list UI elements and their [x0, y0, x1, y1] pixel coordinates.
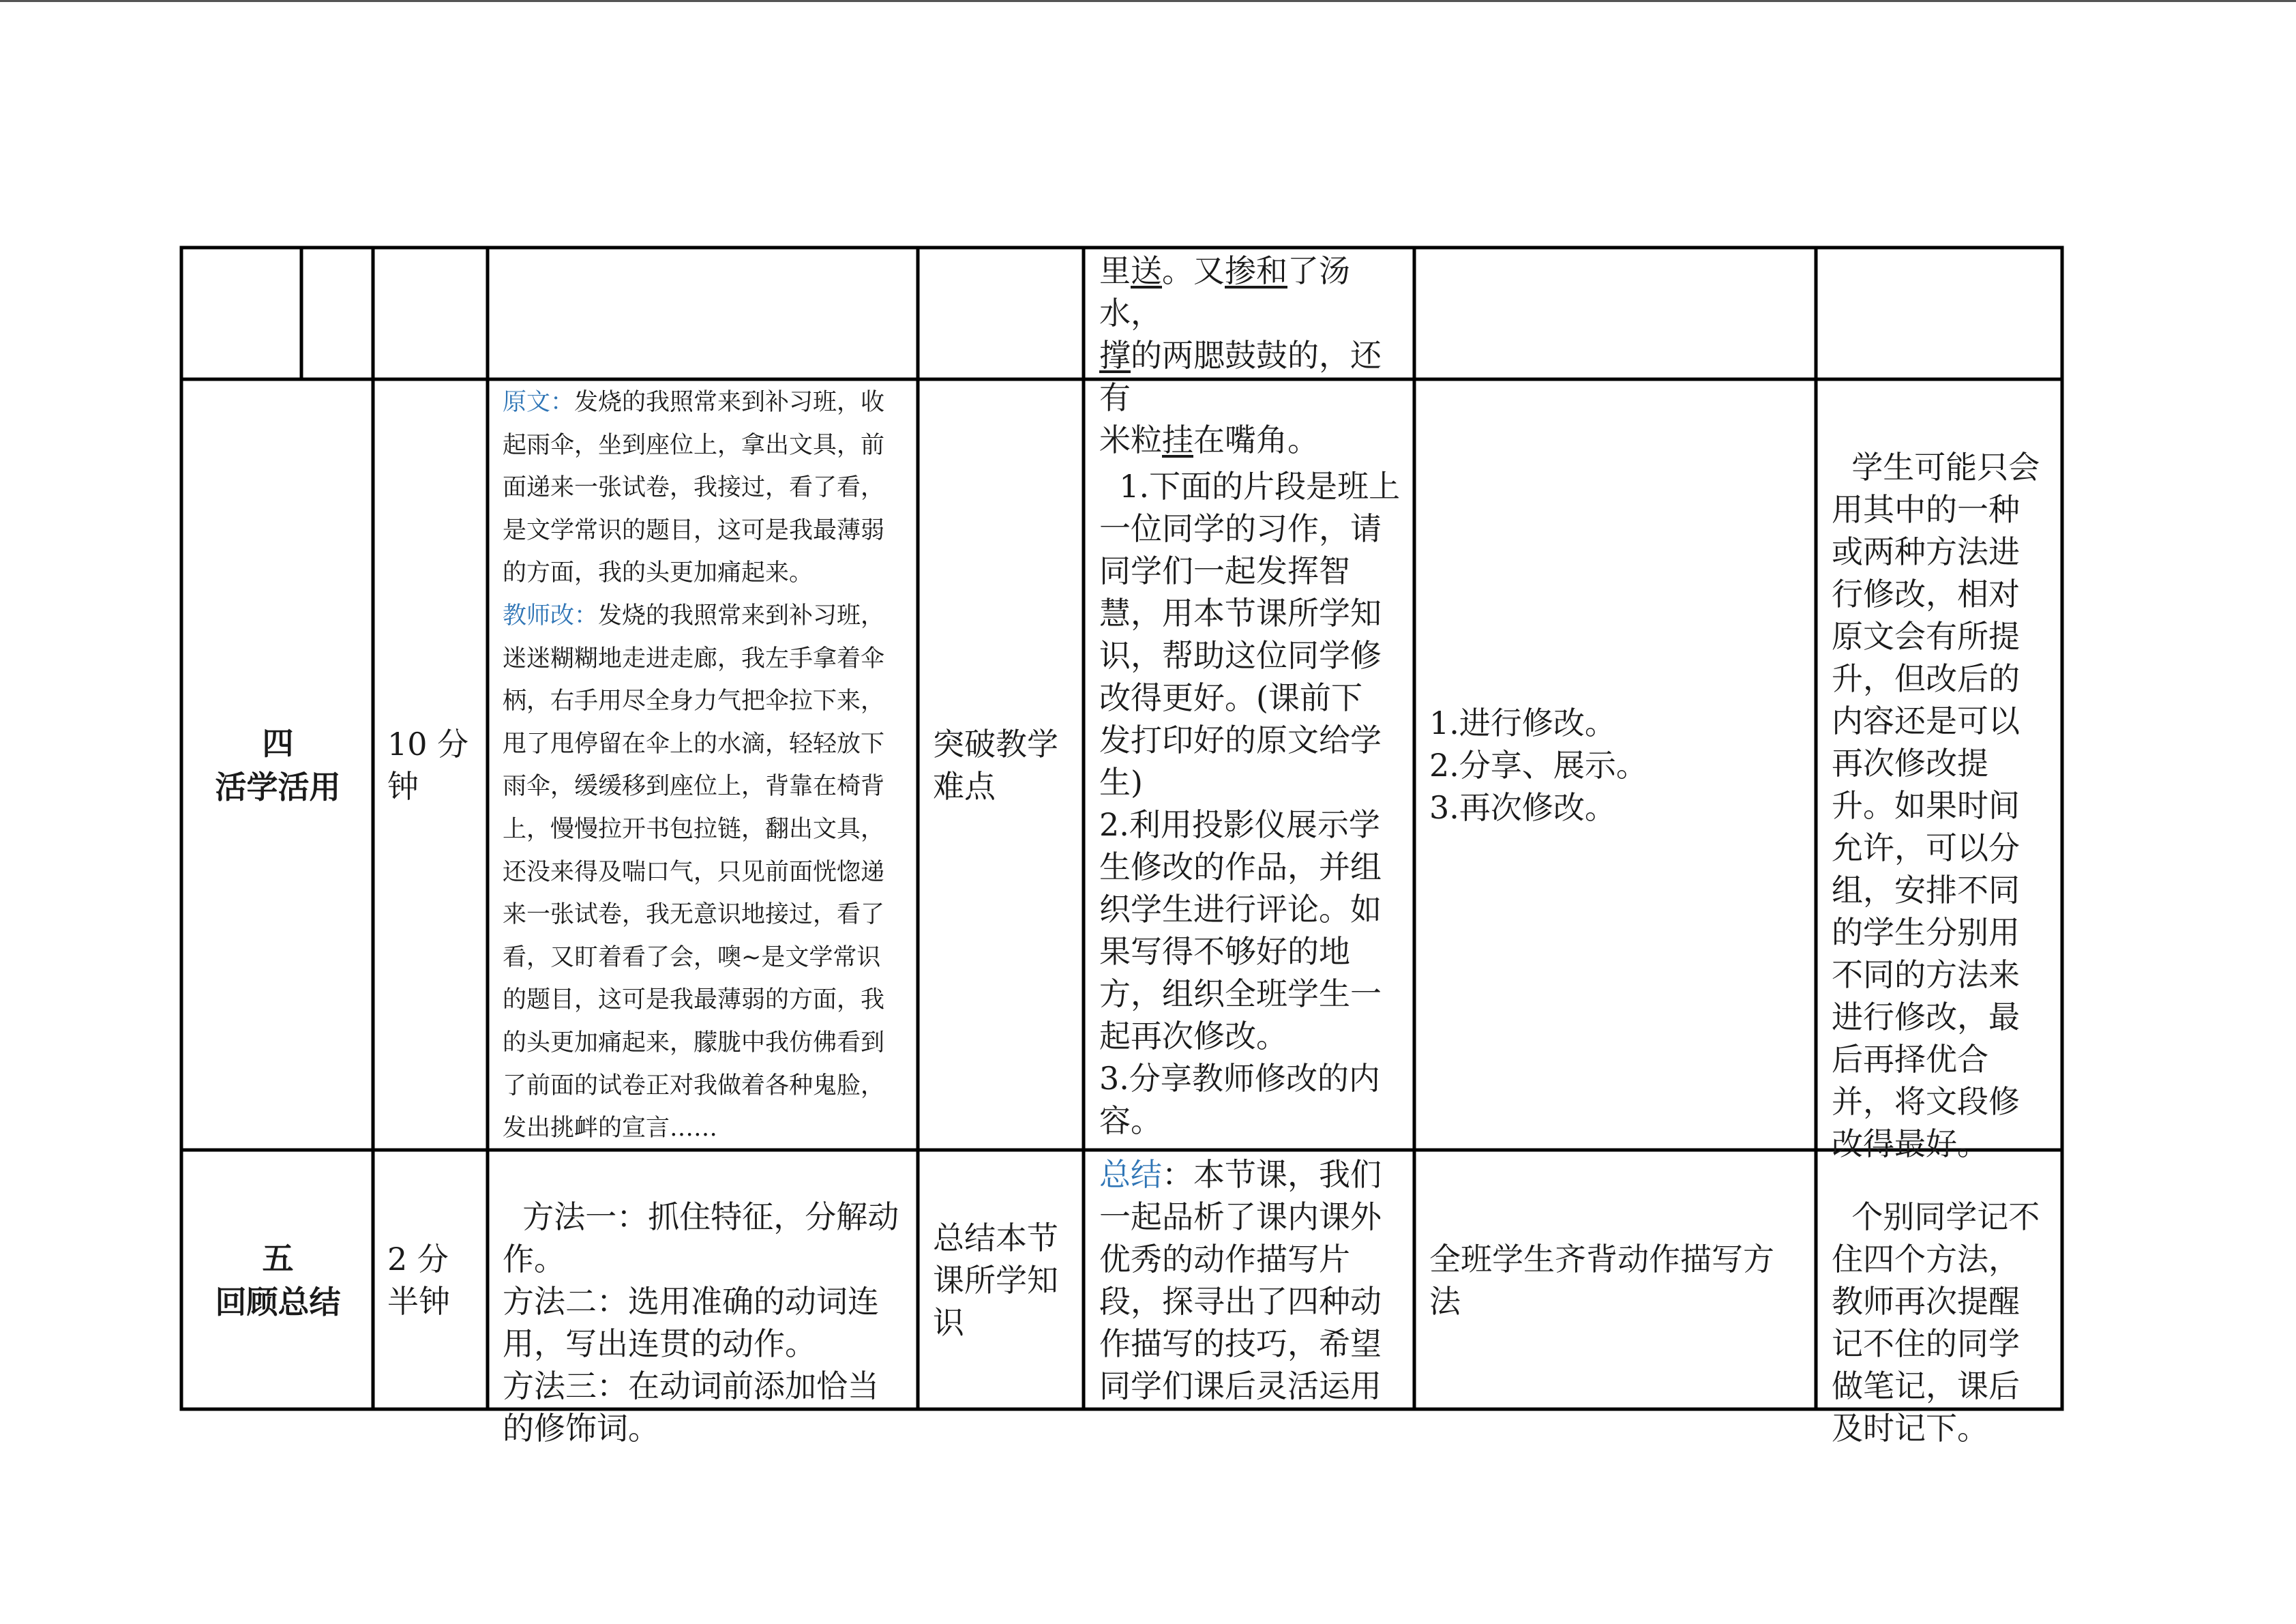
- cont-text-segment: 里: [1099, 252, 1131, 289]
- underlined-verb: 挂: [1162, 422, 1193, 458]
- stage-4-time-text: 10 分 钟: [387, 726, 469, 805]
- stage-5-time: [387, 1153, 486, 1408]
- underlined-verb: 撑: [1099, 337, 1131, 374]
- stage-5-notes-text: 个别同学记不 住四个方法， 教师再次提醒 记不住的同学 做笔记，课后 及时记下。: [1832, 1198, 2040, 1447]
- stage-4-teacher-activity-text: 1.下面的片段是班上 一位同学的习作，请 同学们一起发挥智 慧，用本节课所学知 识，帮助这位同学修 改得更好。(课前下 发打印好的原文给学 生) 2.利用投影仪展示学 生修改的作品，并组 织学生进行评论。如 果写得不够好的地 方，组织全班学生一 起再次修改。 3.分享教师修改的内 容。: [1099, 468, 1401, 1139]
- stage-4-time: [387, 382, 486, 1149]
- cont-text-segment: 在嘴角。: [1193, 422, 1319, 458]
- stage-4-teacher-activity: [1099, 423, 1406, 1146]
- cont-teacher-activity: [1099, 250, 1406, 458]
- stage-4-content: [503, 381, 897, 1148]
- stage-4-student-activity-text: 1.进行修改。 2.分享、展示。 3.再次修改。: [1429, 705, 1648, 826]
- page-top-border: [0, 0, 2296, 2]
- stage-5-cell: [184, 1153, 372, 1408]
- stage-5-content-text: 方法一：抓住特征，分解动 作。 方法二：选用准确的动词连 用，写出连贯的动作。 方法三：在动词前添加恰当 的修饰词。: [503, 1198, 899, 1447]
- stage-4-purpose: [933, 382, 1082, 1149]
- stage-4-purpose-text: 突破教学 难点: [933, 726, 1058, 805]
- underlined-verb: 掺和: [1225, 252, 1287, 289]
- summary-label: 总结: [1099, 1156, 1162, 1193]
- stage-5-content: [503, 1153, 912, 1447]
- teacher-revision-label: 教师改：: [503, 602, 599, 630]
- stage-5-student-activity: [1429, 1153, 1811, 1408]
- stage-4-name: 活学活用: [215, 769, 341, 806]
- stage-4-student-activity: [1429, 382, 1811, 1149]
- original-text-label: 原文：: [503, 389, 575, 416]
- stage-5-number: 五: [262, 1240, 294, 1277]
- stage-4-number: 四: [262, 725, 294, 762]
- stage-4-notes: [1832, 404, 2057, 1162]
- stage-4-notes-text: 学生可能只会 用其中的一种 或两种方法进 行修改，相对 原文会有所提 升，但改后的 内容还是可以 再次修改提 升。如果时间 允许，可以分 组，安排不同 的学生分别用 不同的方法来 进行修改，最 后再择优合 并，将文段修 改得最好。: [1832, 449, 2040, 1162]
- cont-text-segment: 了汤水，: [1099, 252, 1350, 331]
- stage-5-student-activity-text: 全班学生齐背动作描写方 法: [1429, 1241, 1774, 1320]
- underlined-verb: 送: [1131, 252, 1162, 289]
- stage-5-purpose-text: 总结本节 课所学知 识: [933, 1220, 1058, 1341]
- cont-text-segment: 的两腮鼓鼓的，还有 米粒: [1099, 337, 1382, 458]
- teacher-revision-text: 发烧的我照常来到补习班，迷迷糊糊地走进走廊，我左手拿着伞柄，右手用尽全身力气把伞拉下来，甩了甩停留在伞上的水滴，轻轻放下雨伞，缓缓移到座位上，背靠在椅背上，慢慢拉开书包拉链，翻出文具，还没来得及喘口气，只见前面恍惚递来一张试卷，我无意识地接过，看了看，又盯着看了会，噢~是文学常识的题目，这可是我最薄弱的方面，我的头更加痛起来，朦胧中我仿佛看到了前面的试卷正对我做着各种鬼脸，发出挑衅的宣言……: [503, 602, 885, 1142]
- stage-5-notes: [1832, 1153, 2057, 1447]
- stage-5-time-text: 2 分 半钟: [387, 1241, 450, 1320]
- stage-5-teacher-activity: [1099, 1153, 1410, 1407]
- cont-text-segment: 。又: [1162, 252, 1225, 289]
- stage-4-cell: [184, 382, 372, 1149]
- stage-5-purpose: [933, 1153, 1082, 1408]
- stage-5-teacher-activity-text: ：本节课，我们 一起品析了课内课外 优秀的动作描写片 段，探寻出了四种动 作描写的技巧，希望 同学们课后灵活运用: [1099, 1156, 1382, 1404]
- stage-5-name: 回顾总结: [215, 1284, 341, 1320]
- original-text: 发烧的我照常来到补习班，收起雨伞，坐到座位上，拿出文具，前面递来一张试卷，我接过，看了看，是文学常识的题目，这可是我最薄弱的方面，我的头更加痛起来。: [503, 389, 885, 587]
